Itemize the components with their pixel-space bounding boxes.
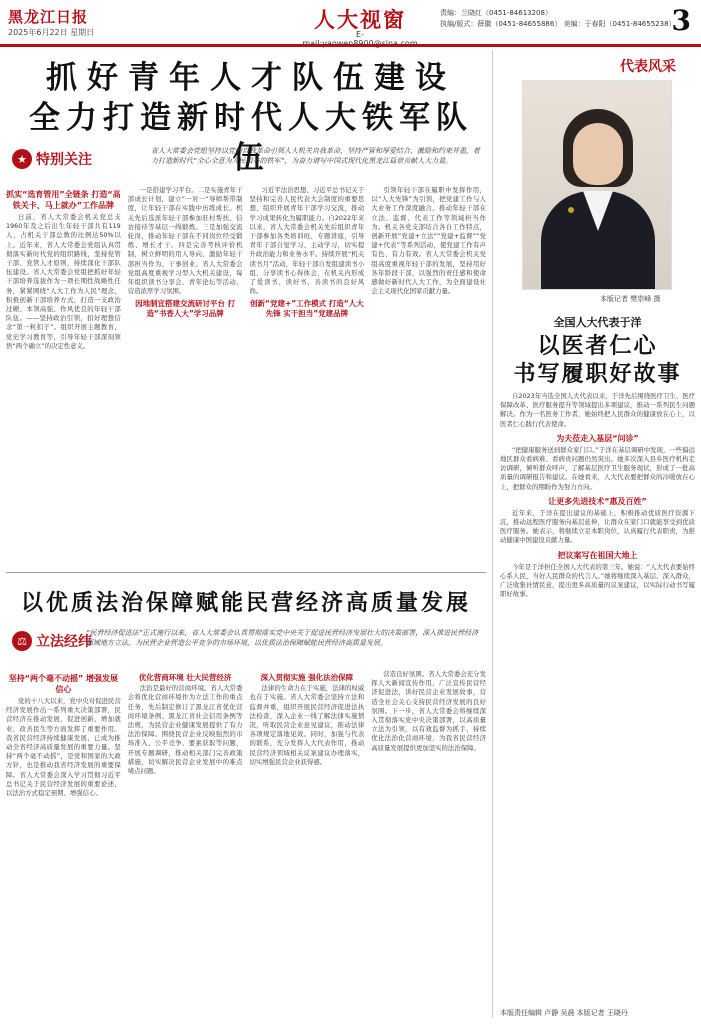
article2-tag-label: 立法经纬 bbox=[36, 634, 92, 650]
staff-line-1: 责编：兰晓红（0451-84613208） bbox=[440, 9, 552, 17]
sidebar-body-2: 近年来，于洋在提出建议的基础上，积极推动优质医疗资源下沉，推动远程医疗服务向基层延伸，让群众在家门口就能享受到优质医疗服务。她表示，将继续立足本职岗位，认真履行代表职责，为推动健康中国建设贡献力量。 bbox=[500, 508, 695, 545]
staff-line-2: 执编/版式：薛徽（0451-84655886） 美编：于春阳（0451-84655238） bbox=[440, 20, 676, 28]
delegate-portrait-photo bbox=[522, 80, 672, 290]
article1-col4-text: 引领年轻干部在履职中发挥作用，以“人大先锋”为引领，把党建工作与人大业务工作深度融合，推动年轻干部在立法、监督、代表工作等领域担当作为。机关各党支部结合各自工作特点，创新开展“党建+立法”“党建+监督”“党建+代表”等系列活动，使党建工作有声有色、有力有效。省人大常委会机关党组高度重视年轻干部的发展，坚持用好各年龄段干部，以强烈的责任感和使命感做好新时代人大工作，为全面建设社会主义现代化国家贡献力量。 bbox=[371, 186, 486, 296]
sidebar-subtitle-1: 为夫莅走入基层“问诊” bbox=[556, 433, 639, 443]
page-number: 3 bbox=[671, 4, 691, 37]
section-title: 人大视窗 bbox=[314, 7, 406, 32]
article-divider bbox=[6, 572, 486, 573]
issue-date: 2025年6月22日 星期日 bbox=[8, 28, 95, 37]
article2-column-1 bbox=[6, 670, 121, 1015]
article2-column-3 bbox=[250, 670, 365, 1015]
page-footer-credits: 本版责任编辑 卢静 吴晨 本版记者 王晓丹 bbox=[500, 1009, 628, 1017]
staff-credits bbox=[440, 8, 675, 30]
article2-col1-text: 党的十八大以来，党中央对促进民营经济发展作出一系列重大决策部署，民营经济在推动发展、促进创新、增加就业、改善民生等方面发挥了重要作用。我省民营经济持续健康发展，已成为推动全省经济高质量发展的重要力量。坚持“两个毫不动摇”，是党和国家的大政方针，也是推动我省经济发展的重要保障。省人大常委会深入学习贯彻习近平总书记关于民营经济发展的重要论述，以法治方式稳定预期、增强信心。 bbox=[6, 697, 121, 798]
article1-column-4 bbox=[371, 186, 486, 566]
article1-col3-text: 习近平法治思想、习近平总书记关于坚持和完善人民代表大会制度的重要思想，组织开展青年干部学习交流，推动学习成果转化为履职能力。自2022年来以来，省人大常委会机关先后组织青年干部参加各类培训班、专题讲座，引导青年干部自觉学习、主动学习，切实提升政治能力和业务水平。持续开展“机关读书月”活动，年轻干部自发组建读书小组，分享读书心得体会，在机关内形成了爱读书、读好书、善读书的良好风尚。 bbox=[249, 186, 365, 296]
scale-icon: ⚖ bbox=[12, 631, 32, 651]
sidebar-headline-line2: 书写履职好故事 bbox=[513, 361, 682, 387]
article2-section-tag bbox=[12, 630, 92, 652]
article1-col2-subtitle: 因地制宜搭建交流研讨平台 打造“书香人大”学习品牌 bbox=[135, 299, 236, 318]
article2-col4-text: 营造良好氛围。省人大常委会充分发挥人大新闻宣传作用，广泛宣传民营经济促进法，讲好民营企业发展故事，营造全社会关心支持民营经济发展的良好氛围。下一步，省人大常委会将继续深入贯彻落实党中央决策部署，以高质量立法为引领，以有效监督为抓手，持续优化法治化营商环境，为我省民营经济高质量发展提供更加坚实的法治保障。 bbox=[371, 670, 486, 752]
sidebar-subtitle-2: 让更多先进技术“惠及百姓” bbox=[548, 496, 647, 506]
article2-column-4 bbox=[371, 670, 486, 1015]
article1-column-3 bbox=[250, 186, 365, 566]
section-email: E- bbox=[356, 30, 364, 39]
article1-col3-subtitle: 创新“党建+”工作模式 打造“人大先锋 实干担当”党建品牌 bbox=[250, 299, 364, 318]
article1-body bbox=[6, 186, 486, 566]
article1-col2-text: 一是搭建学习平台。二是实施青年干部成长计划，建立“一对一”导师帮带制度，让年轻干部在实践中历练成长。机关先后选派年轻干部参加驻村帮扶、信访接待等基层一线锻炼。三是加强交流轮岗，推动年轻干部在不同岗位经受锻炼、增长才干。四是完善考核评价机制，树立鲜明的用人导向，激励年轻干部担当作为、干事创业。省人大常委会党组高度重视学习型人大机关建设，每年组织读书分享会、青年论坛等活动，营造浓厚学习氛围。 bbox=[127, 186, 243, 296]
article2-col2-text: 法治是最好的营商环境。省人大常委会将优化营商环境作为立法工作的重点任务，先后制定修订了黑龙江省优化营商环境条例、黑龙江省社会信用条例等法规，为民营企业健康发展提供了有力法治保障。围绕民营企业反映强烈的市场准入、公平竞争、要素获取等问题，开展专题调研，推动相关部门完善政策措施，切实解决民营企业发展中的难点堵点问题。 bbox=[127, 684, 243, 776]
sidebar-body-3: 今年是于洋担任全国人大代表的第三年。她说：“人大代表要始终心系人民，当好人民群众的代言人。”她将继续深入基层、深入群众，广泛收集社情民意，提出更多高质量的议案建议，以实际行动书写履职好故事。 bbox=[500, 562, 695, 599]
main-column bbox=[6, 50, 486, 1018]
article1-headline-line1: 抓好青年人才队伍建设 bbox=[46, 60, 456, 96]
sidebar-headline-line1: 以医者仁心 bbox=[537, 333, 658, 359]
article1-headline-line2: 全力打造新时代人大铁军队伍 bbox=[29, 100, 473, 176]
article2-lead: “民营经济促进法”正式施行以来，省人大常委会认真贯彻落实党中央关于促进民营经济发展壮大的决策部署，深入推进民营经济领域地方立法，为民营企业营造公平竞争的市场环境，以优质法治保障赋能民营经济高质量发展。 bbox=[86, 629, 479, 647]
article1-section-tag bbox=[12, 148, 92, 170]
star-icon: ★ bbox=[12, 149, 32, 169]
sidebar-intro: 自2023年当选全国人大代表以来，于洋先后围绕医疗卫生、医疗保障改革、医疗服务提升等领域提出多项建议，推动一系列民生问题解决。作为一名医务工作者，她始终把人民群众的健康放在心上，以医者仁心践行代表使命。 bbox=[500, 392, 695, 428]
masthead-rule bbox=[0, 44, 701, 47]
article2-col2-subtitle: 优化营商环境 壮大民营经济 bbox=[138, 673, 232, 682]
sidebar-section-tag: 代表风采 bbox=[620, 59, 676, 75]
newspaper-logo: 黑龙江日报 bbox=[8, 8, 89, 26]
article2-headline: 以优质法治保障赋能民营经济高质量发展 bbox=[20, 590, 471, 616]
portrait-face bbox=[573, 123, 623, 185]
article1-subtitle: 抓实“选育管用”全链条 打造“高铁关卡、马上就办”工作品牌 bbox=[6, 190, 121, 210]
sidebar-subtitle-3: 把议案写在祖国大地上 bbox=[557, 550, 638, 560]
article1-lead: 省人大常委会党组坚持以党的自我革命引领人大机关自我革命，坚持严管和厚爱结合、激励和约束并重，着力打造新时代“全心全意为人民服务的铁军”，为奋力谱写中国式现代化黑龙江篇章贡献人大力量。 bbox=[151, 147, 480, 165]
sidebar-body bbox=[500, 392, 695, 1002]
photo-caption: 本版记者 樊崇峰 摄 bbox=[600, 295, 661, 303]
article2-col3-text: 法律的生命力在于实施，法律的权威也在于实施。省人大常委会坚持立法和监督并重，组织开展民营经济促进法执法检查，深入企业一线了解法律实施情况，听取民营企业意见建议，推动法律各项规定落地见效。同时，加强与代表的联系，充分发挥人大代表作用，推动民营经济领域相关议案建议办理落实，切实增强民营企业获得感。 bbox=[249, 684, 365, 766]
article1-column-1 bbox=[6, 186, 121, 566]
sidebar-body-1: “把健康服务送到群众家门口。”于洋在基层调研中发现，一些偏远地区群众看病难、看病贵问题仍然突出。她多次深入县乡医疗机构走访调研，倾听群众呼声，了解基层医疗卫生服务现状，形成了一批高质量的调研报告和建议。在她看来，人大代表要把群众的冷暖放在心上，把群众的期盼作为努力方向。 bbox=[500, 445, 695, 491]
sidebar-kicker: 全国人大代表于洋 bbox=[553, 316, 642, 329]
masthead bbox=[0, 0, 701, 46]
article2-subtitle: 坚持“两个毫不动摇” 增强发展信心 bbox=[8, 674, 119, 694]
portrait-badge bbox=[568, 207, 574, 213]
article1-col1-text: 日前，省人大常委会机关党总支1960年及之后出生年轻干部共有119人，占机关干部总数的比例达50%以上。近年来，省人大常委会党组认真贯彻落实新时代党的组织路线，坚持党管干部、党管人才原则，持续深化干部队伍建设。省人大常委会党组把抓好年轻干部培养选拔作为一项长期性战略性任务，紧紧围绕“人大工作为人民”理念，积极创新干部培养方式，打造一支政治过硬、本领高强、作风优良的年轻干部队伍。——坚持政治引领，扣好理想信念“第一粒扣子”。组织开展主题教育、党史学习教育等，引导年轻干部深刻领悟“两个确立”的决定性意义。 bbox=[6, 213, 121, 350]
article2-col3-subtitle: 深入贯彻实施 强化法治保障 bbox=[260, 673, 354, 682]
article2-column-2 bbox=[128, 670, 243, 1015]
sidebar-headline bbox=[500, 332, 695, 388]
article1-tag-label: 特别关注 bbox=[36, 152, 92, 168]
article2-body bbox=[6, 670, 486, 1015]
article1-column-2 bbox=[128, 186, 243, 566]
